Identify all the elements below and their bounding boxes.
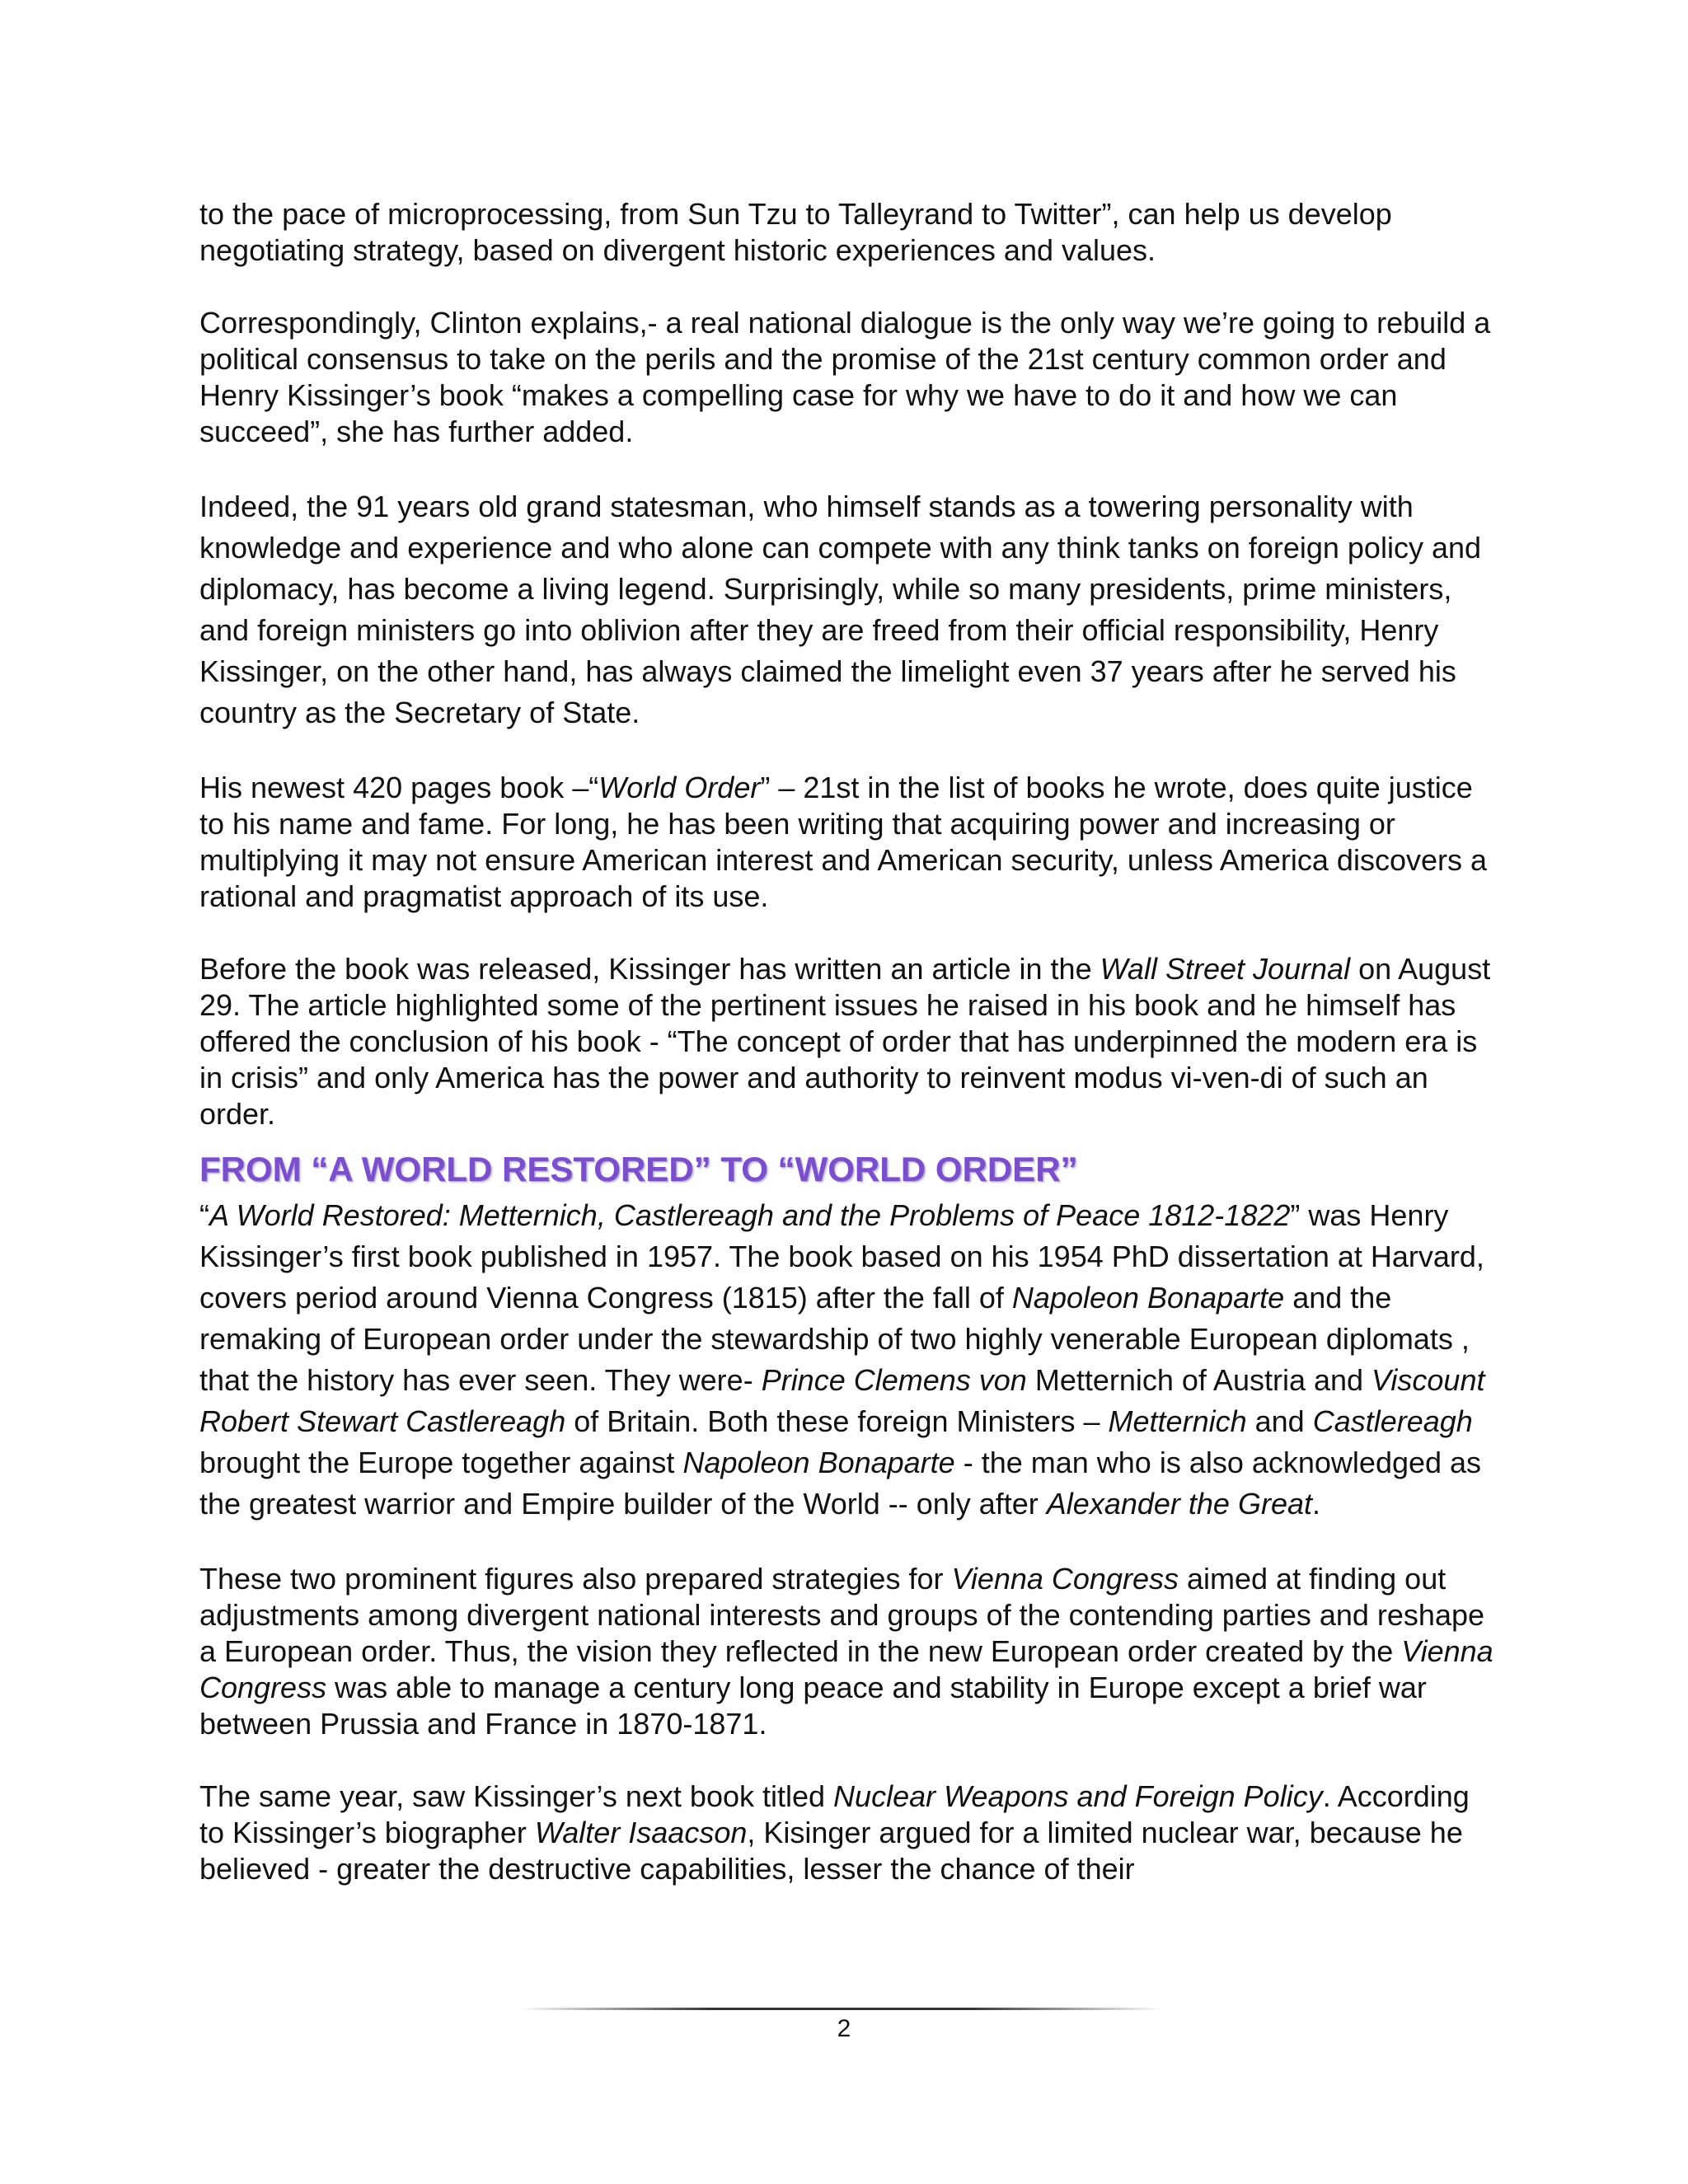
paragraph-1: to the pace of microprocessing, from Sun Tzu to Talleyrand to Twitter”, can help us develop negotiating strategy, based on divergent historic experiences and values.	[199, 197, 1392, 267]
publication-wsj: Wall Street Journal	[1100, 952, 1351, 986]
paragraph-4: His newest 420 pages book –“World Order” – 21st in the list of books he wrote, does quite justice to his name and fame. For long, he has been writing that acquiring power and increasing or multiplying it may not ensure American interest and American security, unless America discovers a rational and pragmatist approach of its use.	[199, 771, 1488, 913]
section-heading: FROM “A WORLD RESTORED” TO “WORLD ORDER”	[199, 1150, 1078, 1188]
paragraph-3: Indeed, the 91 years old grand statesman, who himself stands as a towering personality with knowledge and experience and who alone can compete with any think tanks on foreign policy and diplomacy, has become a living legend. Surprisingly, while so many presidents, prime ministers, and foreign ministers go into oblivion after they are freed from their official responsibility, Henry Kissinger, on the other hand, has always claimed the limelight even 37 years after he served his country as the Secretary of State.	[199, 490, 1482, 729]
page-body	[199, 196, 1498, 1887]
book-title-world-restored: A World Restored: Metternich, Castlereagh and the Problems of Peace 1812-1822	[209, 1198, 1291, 1232]
paragraph-6: “A World Restored: Metternich, Castlereagh and the Problems of Peace 1812-1822” was Henry Kissinger’s first book published in 1957. The book based on his 1954 PhD dissertation at Harvard, covers period around Vienna Congress (1815) after the fall of Napoleon Bonaparte and the remaking of European order under the stewardship of two highly venerable European diplomats , that the history has ever seen. They were- Prince Clemens von Metternich of Austria and Viscount Robert Stewart Castlereagh of Britain. Both these foreign Ministers – Metternich and Castlereagh brought the Europe together against Napoleon Bonaparte - the man who is also acknowledged as the greatest warrior and Empire builder of the World -- only after Alexander the Great.	[199, 1198, 1485, 1521]
page-number: 2	[837, 2015, 851, 2042]
paragraph-2: Correspondingly, Clinton explains,- a real national dialogue is the only way we’re going to rebuild a political consensus to take on the perils and the promise of the 21st century common order and Henry Kissinger’s book “makes a compelling case for why we have to do it and how we can succeed”, she has further added.	[199, 306, 1491, 448]
paragraph-5: Before the book was released, Kissinger has written an article in the Wall Street Journal on August 29. The article highlighted some of the pertinent issues he raised in his book and he himself has offered the conclusion of his book - “The concept of order that has underpinned the modern era is in crisis” and only America has the power and authority to reinvent modus vi-ven-di of such an order.	[199, 952, 1491, 1131]
paragraph-7: These two prominent figures also prepared strategies for Vienna Congress aimed at finding out adjustments among divergent national interests and groups of the contending parties and reshape a European order. Thus, the vision they reflected in the new European order created by the Vienna Congress was able to manage a century long peace and stability in Europe except a brief war between Prussia and France in 1870-1871.	[199, 1562, 1493, 1741]
paragraph-8: The same year, saw Kissinger’s next book titled Nuclear Weapons and Foreign Policy. According to Kissinger’s biographer Walter Isaacson, Kisinger argued for a limited nuclear war, because he believed - greater the destructive capabilities, lesser the chance of their	[199, 1779, 1470, 1886]
footer-divider	[519, 2008, 1162, 2010]
book-title-world-order: World Order	[598, 771, 761, 804]
book-title-nuclear-weapons: Nuclear Weapons and Foreign Policy	[833, 1779, 1323, 1813]
